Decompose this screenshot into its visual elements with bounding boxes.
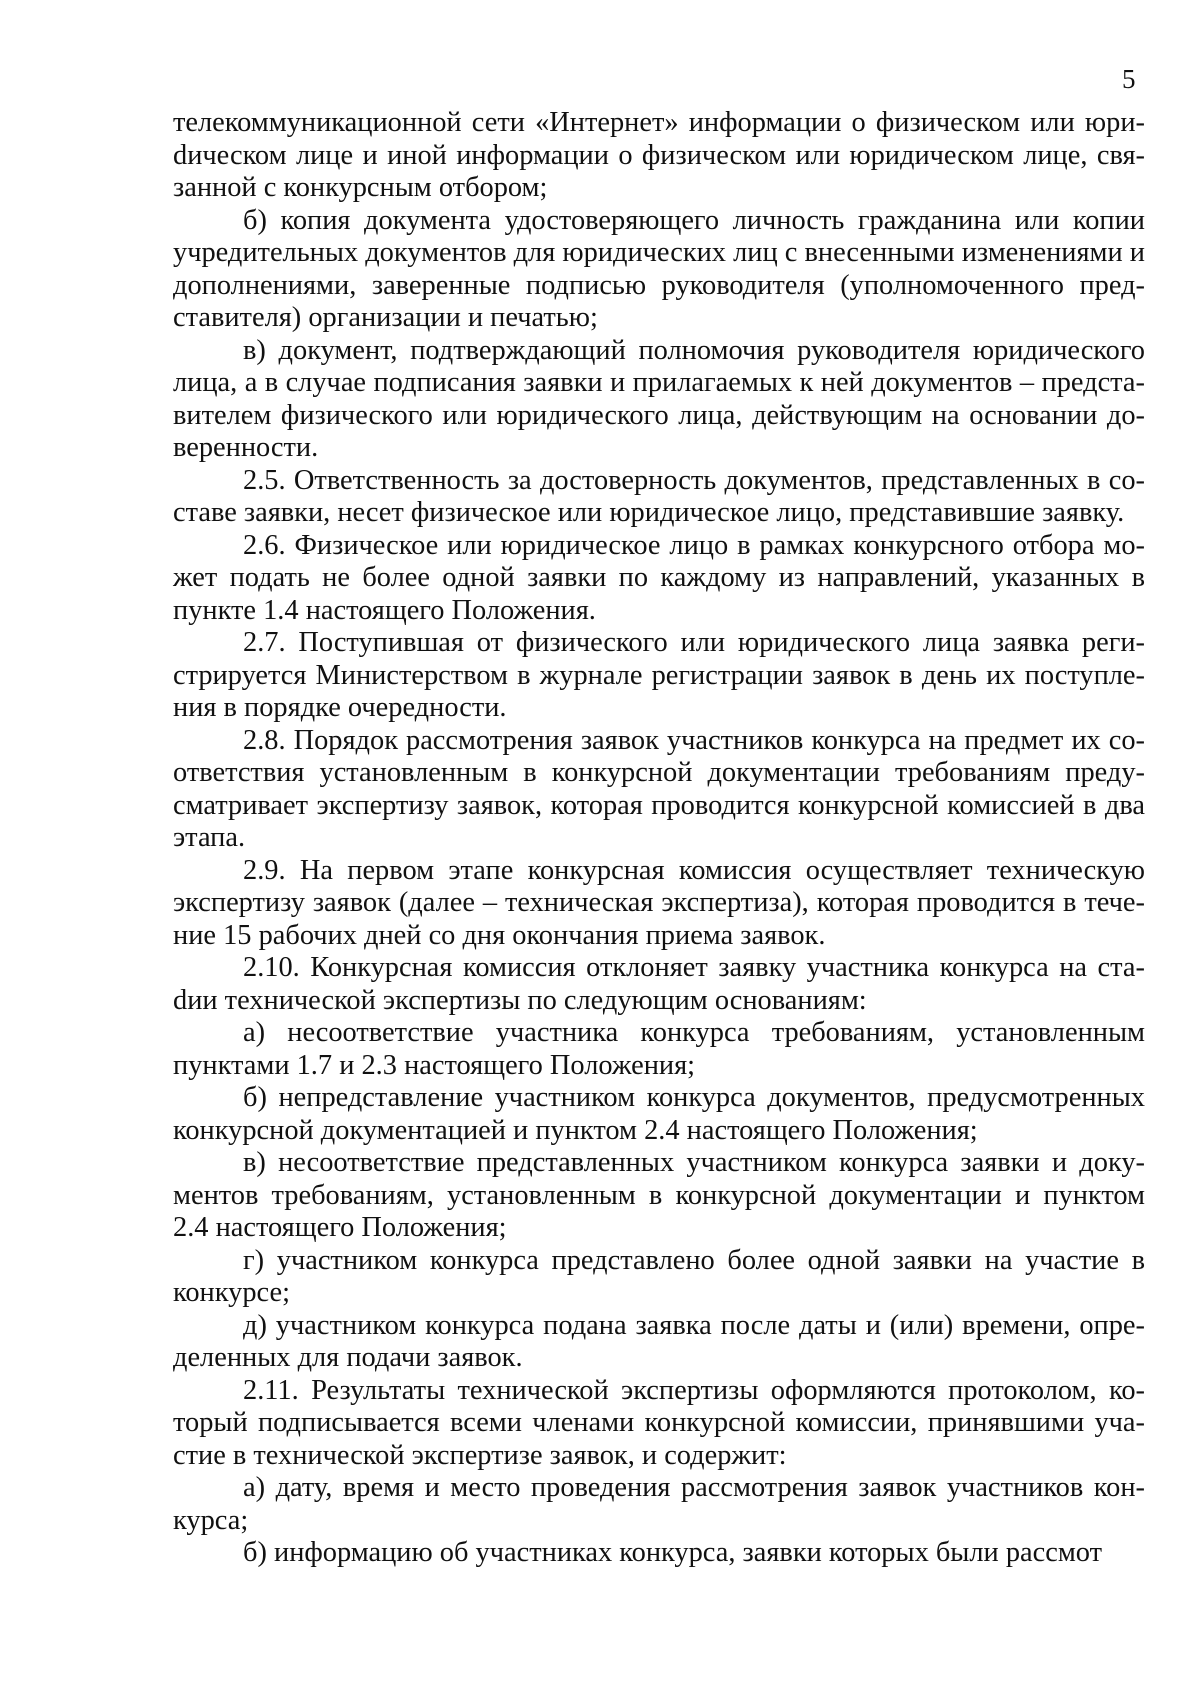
paragraph-2-10: 2.10. Конкурсная комиссия отклоняет заявку участника конкурса на стаdии технической экспертизы по следующим основаниям: bbox=[173, 952, 1145, 1016]
paragraph-2-11: 2.11. Результаты технической экспертизы оформляются протоколом, который подписывается всеми членами конкурсной комиссии, принявшими участие в технической экспертизе заявок, и содержит: bbox=[173, 1374, 1145, 1471]
paragraph-item-b-identity-docs: б) копия документа удостоверяющего личность гражданина или копии учредительных документов для юридических лиц с внесенными изменениями и дополнениями, заверенные подписью руководителя (уполномоченного представителя) организации и печатью; bbox=[173, 204, 1145, 333]
paragraph-2-10-a: а) несоответствие участника конкурса требованиям, установленным пунктами 1.7 и 2.3 настоящего Положения; bbox=[173, 1017, 1145, 1081]
paragraph-2-10-v: в) несоответствие представленных участником конкурса заявки и документов требованиям, установленным в конкурсной документации и пунктом 2.4 настоящего Положения; bbox=[173, 1147, 1145, 1243]
paragraph-2-8: 2.8. Порядок рассмотрения заявок участников конкурса на предмет их соответствия установленным в конкурсной документации требованиям предусматривает экспертизу заявок, которая проводится конкурсной комиссией в два этапа. bbox=[173, 724, 1145, 853]
paragraph-2-9: 2.9. На первом этапе конкурсная комиссия осуществляет техническую экспертизу заявок (далее – техническая экспертиза), которая проводится в течение 15 рабочих дней со дня окончания приема заявок. bbox=[173, 854, 1145, 951]
paragraph-continuation: телекоммуникационной сети «Интернет» информации о физическом или юриdическом лице и иной информации о физическом или юридическом лице, связанной с конкурсным отбором; bbox=[173, 107, 1145, 203]
document-body bbox=[173, 107, 1145, 1570]
paragraph-2-7: 2.7. Поступившая от физического или юридического лица заявка регистрируется Министерством в журнале регистрации заявок в день их поступления в порядке очередности. bbox=[173, 627, 1145, 723]
paragraph-2-10-g: г) участником конкурса представлено более одной заявки на участие в конкурсе; bbox=[173, 1244, 1145, 1308]
paragraph-2-11-a: а) дату, время и место проведения рассмотрения заявок участников конкурса; bbox=[173, 1472, 1145, 1536]
paragraph-2-10-d: д) участником конкурса подана заявка после даты и (или) времени, определенных для подачи заявок. bbox=[173, 1309, 1145, 1373]
page-number: 5 bbox=[1122, 64, 1136, 94]
paragraph-item-v-authority-doc: в) документ, подтверждающий полномочия руководителя юридического лица, а в случае подписания заявки и прилагаемых к ней документов – представителем физического или юридического лица, действующим на основании доверенности. bbox=[173, 334, 1145, 463]
paragraph-2-11-b: б) информацию об участниках конкурса, заявки которых были рассмот bbox=[243, 1537, 1103, 1568]
paragraph-2-6: 2.6. Физическое или юридическое лицо в рамках конкурсного отбора может подать не более одной заявки по каждому из направлений, указанных в пункте 1.4 настоящего Положения. bbox=[173, 529, 1145, 626]
paragraph-2-10-b: б) непредставление участником конкурса документов, предусмотренных конкурсной документацией и пунктом 2.4 настоящего Положения; bbox=[173, 1082, 1145, 1146]
paragraph-2-5: 2.5. Ответственность за достоверность документов, представленных в составе заявки, несет физическое или юридическое лицо, представившие заявку. bbox=[173, 464, 1145, 528]
